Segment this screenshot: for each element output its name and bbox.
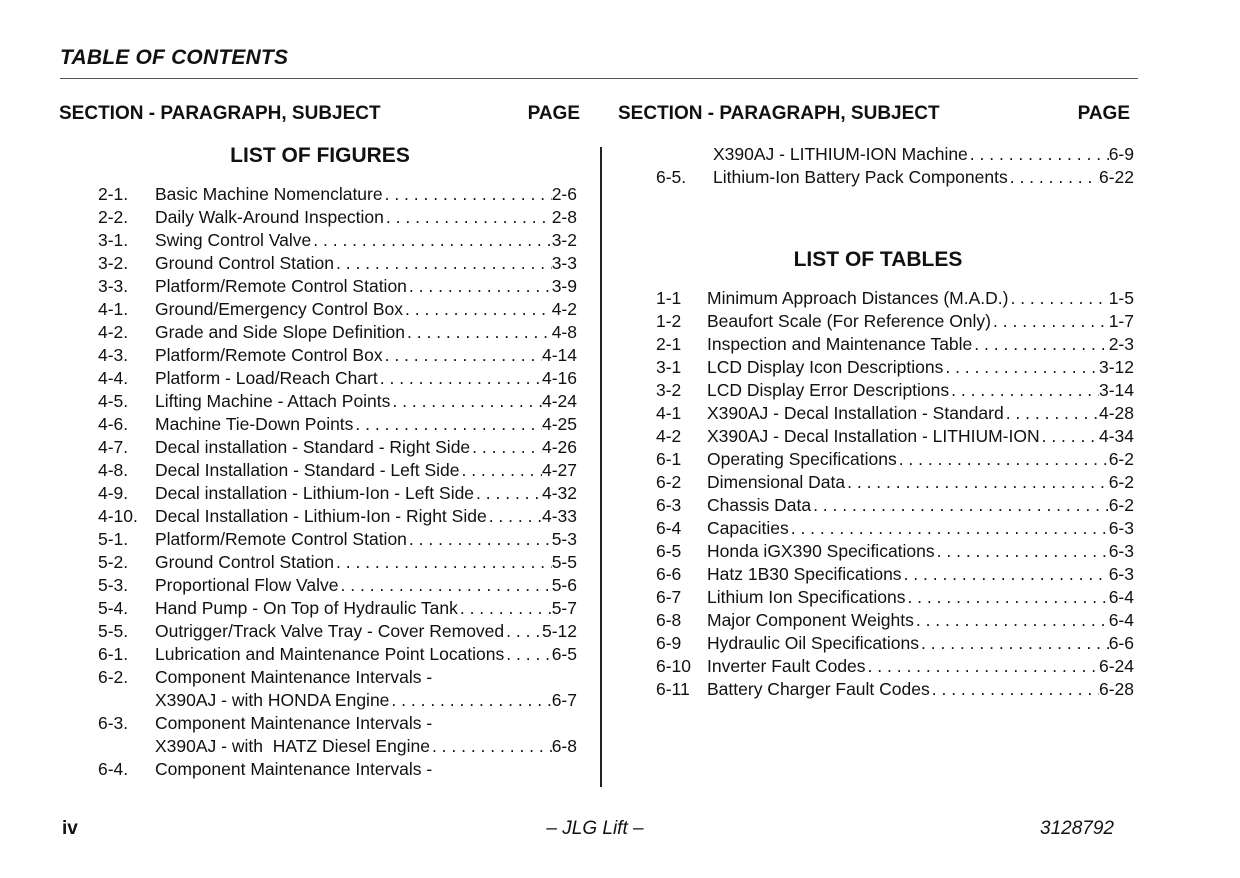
toc-entry[interactable] <box>98 183 577 206</box>
entry-page: 6-7 <box>551 690 577 710</box>
entry-page: 6-6 <box>1108 633 1134 653</box>
entry-row <box>707 517 1134 540</box>
entry-subject: Component Maintenance Intervals - <box>155 667 433 687</box>
entry-row <box>155 436 577 459</box>
entry-subject: Decal Installation - Lithium-Ion - Right Side <box>155 506 487 526</box>
entry-page: 6-4 <box>1108 610 1134 630</box>
entry-number: 6-8 <box>656 610 682 630</box>
entry-row <box>707 310 1134 333</box>
dot-leader <box>334 252 552 275</box>
dot-leader <box>383 183 552 206</box>
entry-number: 6-10 <box>656 656 692 676</box>
entry-subject: Dimensional Data <box>707 472 846 492</box>
entry-subject: Platform - Load/Reach Chart <box>155 368 378 388</box>
toc-entry[interactable] <box>656 609 1134 632</box>
footer-page-number: iv <box>62 818 78 839</box>
entry-page: 6-3 <box>1108 541 1134 561</box>
dot-leader <box>914 609 1109 632</box>
dot-leader <box>487 505 542 528</box>
entry-row <box>707 471 1134 494</box>
figures-heading: LIST OF FIGURES <box>230 144 410 167</box>
right-page-label: PAGE <box>1077 103 1130 124</box>
entry-number: 4-6. <box>98 414 129 434</box>
dot-leader <box>353 413 542 436</box>
entry-row <box>155 183 577 206</box>
toc-entry[interactable] <box>656 333 1134 356</box>
toc-entry[interactable] <box>656 678 1134 701</box>
dot-leader <box>1008 287 1108 310</box>
toc-entry[interactable] <box>98 252 577 275</box>
entry-number: 6-5 <box>656 541 682 561</box>
dot-leader <box>1008 166 1099 189</box>
entry-page: 4-28 <box>1098 403 1134 423</box>
entry-row <box>707 494 1134 517</box>
toc-entry[interactable] <box>98 206 577 229</box>
entry-subject: Major Component Weights <box>707 610 914 630</box>
entry-number: 4-5. <box>98 391 129 411</box>
entry-subject: Lubrication and Maintenance Point Locations <box>155 644 505 664</box>
entry-row <box>155 367 577 390</box>
toc-entry[interactable] <box>656 287 1134 310</box>
entry-subject: Ground Control Station <box>155 552 334 572</box>
toc-entry[interactable] <box>98 735 577 758</box>
entry-row <box>155 206 577 229</box>
entry-number: 6-1 <box>656 449 682 469</box>
entry-subject: Platform/Remote Control Box <box>155 345 383 365</box>
entry-page: 2-8 <box>551 207 577 227</box>
entry-subject: Grade and Side Slope Definition <box>155 322 406 342</box>
entry-number: 6-4. <box>98 759 129 779</box>
entry-page: 2-3 <box>1108 334 1134 354</box>
dot-leader <box>383 344 542 367</box>
figures-list <box>98 183 577 781</box>
entry-number: 6-3. <box>98 713 129 733</box>
toc-entry[interactable] <box>656 540 1134 563</box>
entry-row <box>155 229 577 252</box>
dot-leader <box>866 655 1099 678</box>
entry-number: 6-1. <box>98 644 129 664</box>
toc-entry[interactable] <box>656 494 1134 517</box>
entry-page: 6-2 <box>1108 472 1134 492</box>
left-subject-label: SECTION - PARAGRAPH, SUBJECT <box>59 103 381 124</box>
entry-number: 4-7. <box>98 437 129 457</box>
toc-entry[interactable] <box>656 655 1134 678</box>
entry-page: 3-3 <box>551 253 577 273</box>
entry-subject: Platform/Remote Control Station <box>155 529 407 549</box>
entry-row <box>155 758 577 781</box>
entry-row <box>155 620 577 643</box>
entry-row <box>155 413 577 436</box>
entry-row <box>713 166 1134 189</box>
dot-leader <box>811 494 1109 517</box>
entry-subject: Battery Charger Fault Codes <box>707 679 930 699</box>
entry-page: 5-7 <box>551 598 577 618</box>
entry-subject: X390AJ - with HATZ Diesel Engine <box>155 736 430 756</box>
toc-entry[interactable] <box>98 551 577 574</box>
column-divider <box>600 147 602 787</box>
entry-subject: Minimum Approach Distances (M.A.D.) <box>707 288 1009 308</box>
entry-page: 4-33 <box>541 506 577 526</box>
entry-subject: Inverter Fault Codes <box>707 656 866 676</box>
entry-row <box>155 344 577 367</box>
dot-leader <box>897 448 1109 471</box>
entry-subject: Daily Walk-Around Inspection <box>155 207 384 227</box>
entry-row <box>707 402 1134 425</box>
entry-number: 3-2. <box>98 253 129 273</box>
entry-number: 4-2. <box>98 322 129 342</box>
entry-page: 4-32 <box>541 483 577 503</box>
entry-number: 4-8. <box>98 460 129 480</box>
entry-subject: Component Maintenance Intervals - <box>155 759 433 779</box>
entry-page: 4-2 <box>551 299 577 319</box>
entry-row <box>707 632 1134 655</box>
toc-entry[interactable] <box>656 448 1134 471</box>
entry-page: 3-14 <box>1098 380 1134 400</box>
toc-entry[interactable] <box>98 344 577 367</box>
entry-subject: Component Maintenance Intervals - <box>155 713 433 733</box>
entry-row <box>707 333 1134 356</box>
entry-row <box>155 505 577 528</box>
entry-subject: Lifting Machine - Attach Points <box>155 391 391 411</box>
entry-row <box>707 448 1134 471</box>
dot-leader <box>919 632 1109 655</box>
entry-row <box>155 712 577 735</box>
toc-entry[interactable] <box>656 517 1134 540</box>
entry-subject: Basic Machine Nomenclature <box>155 184 383 204</box>
dot-leader <box>384 206 552 229</box>
dot-leader <box>458 597 552 620</box>
entry-subject: X390AJ - Decal Installation - LITHIUM-ION <box>707 426 1040 446</box>
entry-number: 6-4 <box>656 518 682 538</box>
entry-number: 6-6 <box>656 564 682 584</box>
dot-leader <box>968 143 1109 166</box>
dot-leader <box>311 229 551 252</box>
entry-number: 5-1. <box>98 529 129 549</box>
entry-row <box>707 678 1134 701</box>
dot-leader <box>459 459 541 482</box>
entry-subject: Machine Tie-Down Points <box>155 414 354 434</box>
entry-row <box>155 390 577 413</box>
entry-page: 6-2 <box>1108 449 1134 469</box>
entry-row <box>155 298 577 321</box>
entry-row <box>707 356 1134 379</box>
entry-subject: Hatz 1B30 Specifications <box>707 564 902 584</box>
entry-number: 5-3. <box>98 575 129 595</box>
entry-number: 5-4. <box>98 598 129 618</box>
entry-subject: Decal installation - Standard - Right Side <box>155 437 471 457</box>
entry-subject: Lithium-Ion Battery Pack Components <box>713 167 1008 187</box>
entry-subject: Operating Specifications <box>707 449 897 469</box>
dot-leader <box>1004 402 1099 425</box>
entry-subject: Proportional Flow Valve <box>155 575 339 595</box>
entry-number: 2-2. <box>98 207 129 227</box>
entry-page: 5-6 <box>551 575 577 595</box>
toc-entry[interactable] <box>98 689 577 712</box>
entry-page: 4-26 <box>541 437 577 457</box>
entry-subject: Beaufort Scale (For Reference Only) <box>707 311 992 331</box>
entry-row <box>155 275 577 298</box>
entry-subject: Hydraulic Oil Specifications <box>707 633 920 653</box>
entry-number: 4-1 <box>656 403 682 423</box>
entry-number: 4-4. <box>98 368 129 388</box>
entry-page: 6-4 <box>1108 587 1134 607</box>
entry-page: 4-25 <box>541 414 577 434</box>
entry-number: 1-2 <box>656 311 682 331</box>
entry-page: 6-8 <box>551 736 577 756</box>
entry-subject: Lithium Ion Specifications <box>707 587 906 607</box>
toc-entry[interactable] <box>656 425 1134 448</box>
toc-entry[interactable] <box>98 505 577 528</box>
toc-entry[interactable] <box>656 563 1134 586</box>
entry-row <box>707 655 1134 678</box>
entry-number: 2-1 <box>656 334 682 354</box>
entry-row <box>155 666 577 689</box>
entry-row <box>707 379 1134 402</box>
entry-subject: Decal installation - Lithium-Ion - Left Side <box>155 483 475 503</box>
entry-number: 6-11 <box>656 679 690 699</box>
entry-page: 6-5 <box>551 644 577 664</box>
entry-number: 6-2. <box>98 667 129 687</box>
toc-entry[interactable] <box>98 298 577 321</box>
entry-subject: Ground/Emergency Control Box <box>155 299 404 319</box>
entry-page: 4-8 <box>551 322 577 342</box>
entry-number: 3-1 <box>656 357 682 377</box>
toc-entry[interactable] <box>98 321 577 344</box>
entry-page: 4-16 <box>541 368 577 388</box>
entry-page: 4-14 <box>541 345 577 365</box>
entry-number: 4-2 <box>656 426 682 446</box>
entry-row <box>155 459 577 482</box>
dot-leader <box>339 574 552 597</box>
dot-leader <box>407 275 552 298</box>
entry-subject: Hand Pump - On Top of Hydraulic Tank <box>155 598 458 618</box>
entry-subject: LCD Display Icon Descriptions <box>707 357 944 377</box>
toc-entry[interactable] <box>656 310 1134 333</box>
footer-center-text: – JLG Lift – <box>546 818 644 839</box>
dot-leader <box>403 298 552 321</box>
footer-doc-number: 3128792 <box>1040 818 1114 839</box>
tables-heading: LIST OF TABLES <box>793 248 963 271</box>
entry-number: 3-2 <box>656 380 682 400</box>
entry-page: 6-9 <box>1108 144 1134 164</box>
header-rule <box>60 78 1138 79</box>
entry-row <box>707 540 1134 563</box>
entry-number: 6-7 <box>656 587 682 607</box>
dot-leader <box>972 333 1108 356</box>
toc-entry[interactable] <box>98 436 577 459</box>
entry-page: 3-2 <box>551 230 577 250</box>
toc-entry[interactable] <box>98 597 577 620</box>
entry-subject: Inspection and Maintenance Table <box>707 334 973 354</box>
dot-leader <box>845 471 1109 494</box>
dot-leader <box>470 436 542 459</box>
entry-row <box>707 609 1134 632</box>
entry-number: 4-1. <box>98 299 129 319</box>
entry-number: 4-9. <box>98 483 129 503</box>
entry-subject: Chassis Data <box>707 495 812 515</box>
toc-entry[interactable] <box>98 482 577 505</box>
entry-row <box>155 528 577 551</box>
dot-leader <box>390 390 542 413</box>
entry-number: 3-1. <box>98 230 129 250</box>
figures-list-continued <box>656 143 1134 189</box>
entry-number: 6-5. <box>656 167 687 187</box>
dot-leader <box>943 356 1099 379</box>
dot-leader <box>474 482 542 505</box>
toc-entry[interactable] <box>656 586 1134 609</box>
toc-entry[interactable] <box>98 758 577 781</box>
entry-row <box>155 643 577 666</box>
entry-subject: Capacities <box>707 518 789 538</box>
entry-row <box>155 321 577 344</box>
toc-entry[interactable] <box>98 643 577 666</box>
dot-leader <box>905 586 1108 609</box>
entry-page: 1-7 <box>1108 311 1134 331</box>
entry-subject: Outrigger/Track Valve Tray - Cover Removed <box>155 621 505 641</box>
toc-entry[interactable] <box>98 390 577 413</box>
tables-list <box>656 287 1134 701</box>
entry-page: 3-12 <box>1098 357 1134 377</box>
toc-entry[interactable] <box>656 143 1134 166</box>
dot-leader <box>930 678 1099 701</box>
dot-leader <box>430 735 552 758</box>
entry-number: 5-5. <box>98 621 129 641</box>
toc-entry[interactable] <box>656 471 1134 494</box>
entry-row <box>155 252 577 275</box>
toc-entry[interactable] <box>656 356 1134 379</box>
entry-subject: Ground Control Station <box>155 253 334 273</box>
dot-leader <box>504 620 542 643</box>
toc-entry[interactable] <box>98 229 577 252</box>
entry-row <box>155 482 577 505</box>
dot-leader <box>949 379 1099 402</box>
entry-page: 2-6 <box>551 184 577 204</box>
dot-leader <box>378 367 542 390</box>
dot-leader <box>991 310 1109 333</box>
toc-entry[interactable] <box>656 166 1134 189</box>
entry-page: 4-24 <box>541 391 577 411</box>
entry-number: 2-1. <box>98 184 129 204</box>
entry-page: 5-3 <box>551 529 577 549</box>
toc-entry[interactable] <box>98 528 577 551</box>
entry-page: 4-34 <box>1098 426 1134 446</box>
entry-page: 6-3 <box>1108 564 1134 584</box>
entry-page: 6-22 <box>1098 167 1134 187</box>
right-subject-label: SECTION - PARAGRAPH, SUBJECT <box>618 103 940 124</box>
dot-leader <box>789 517 1109 540</box>
dot-leader <box>902 563 1109 586</box>
entry-row <box>155 597 577 620</box>
entry-page: 6-28 <box>1098 679 1134 699</box>
entry-subject: Platform/Remote Control Station <box>155 276 407 296</box>
entry-page: 6-3 <box>1108 518 1134 538</box>
entry-number: 6-9 <box>656 633 682 653</box>
entry-page: 1-5 <box>1108 288 1134 308</box>
entry-row <box>155 551 577 574</box>
dot-leader <box>935 540 1109 563</box>
toc-entry[interactable] <box>656 379 1134 402</box>
entry-page: 6-2 <box>1108 495 1134 515</box>
entry-subject: Decal Installation - Standard - Left Side <box>155 460 460 480</box>
toc-entry[interactable] <box>98 413 577 436</box>
entry-number: 4-3. <box>98 345 129 365</box>
entry-number: 6-2 <box>656 472 682 492</box>
entry-row <box>713 143 1134 166</box>
entry-page: 5-12 <box>541 621 577 641</box>
dot-leader <box>407 528 552 551</box>
entry-number: 3-3. <box>98 276 129 296</box>
toc-entry[interactable] <box>98 620 577 643</box>
toc-entry[interactable] <box>656 632 1134 655</box>
dot-leader <box>334 551 552 574</box>
entry-row <box>155 574 577 597</box>
entry-subject: X390AJ - with HONDA Engine <box>155 690 390 710</box>
toc-entry[interactable] <box>98 712 577 735</box>
toc-entry[interactable] <box>98 574 577 597</box>
entry-subject: Swing Control Valve <box>155 230 312 250</box>
entry-subject: Honda iGX390 Specifications <box>707 541 935 561</box>
toc-entry[interactable] <box>98 367 577 390</box>
entry-number: 4-10. <box>98 506 138 526</box>
entry-subject: X390AJ - LITHIUM-ION Machine <box>713 144 968 164</box>
left-page-label: PAGE <box>527 103 580 124</box>
toc-entry[interactable] <box>98 459 577 482</box>
toc-entry[interactable] <box>656 402 1134 425</box>
entry-page: 6-24 <box>1098 656 1134 676</box>
dot-leader <box>1040 425 1099 448</box>
entry-page: 5-5 <box>551 552 577 572</box>
entry-row <box>155 689 577 712</box>
entry-row <box>707 425 1134 448</box>
entry-number: 6-3 <box>656 495 682 515</box>
entry-number: 1-1 <box>656 288 682 308</box>
toc-entry[interactable] <box>98 275 577 298</box>
entry-number: 5-2. <box>98 552 129 572</box>
dot-leader <box>504 643 551 666</box>
entry-row <box>707 287 1134 310</box>
entry-subject: X390AJ - Decal Installation - Standard <box>707 403 1004 423</box>
toc-entry[interactable] <box>98 666 577 689</box>
entry-page: 3-9 <box>551 276 577 296</box>
page-title: TABLE OF CONTENTS <box>60 46 289 69</box>
dot-leader <box>405 321 552 344</box>
dot-leader <box>389 689 551 712</box>
entry-subject: LCD Display Error Descriptions <box>707 380 950 400</box>
entry-row <box>155 735 577 758</box>
entry-page: 4-27 <box>541 460 577 480</box>
entry-row <box>707 586 1134 609</box>
entry-row <box>707 563 1134 586</box>
